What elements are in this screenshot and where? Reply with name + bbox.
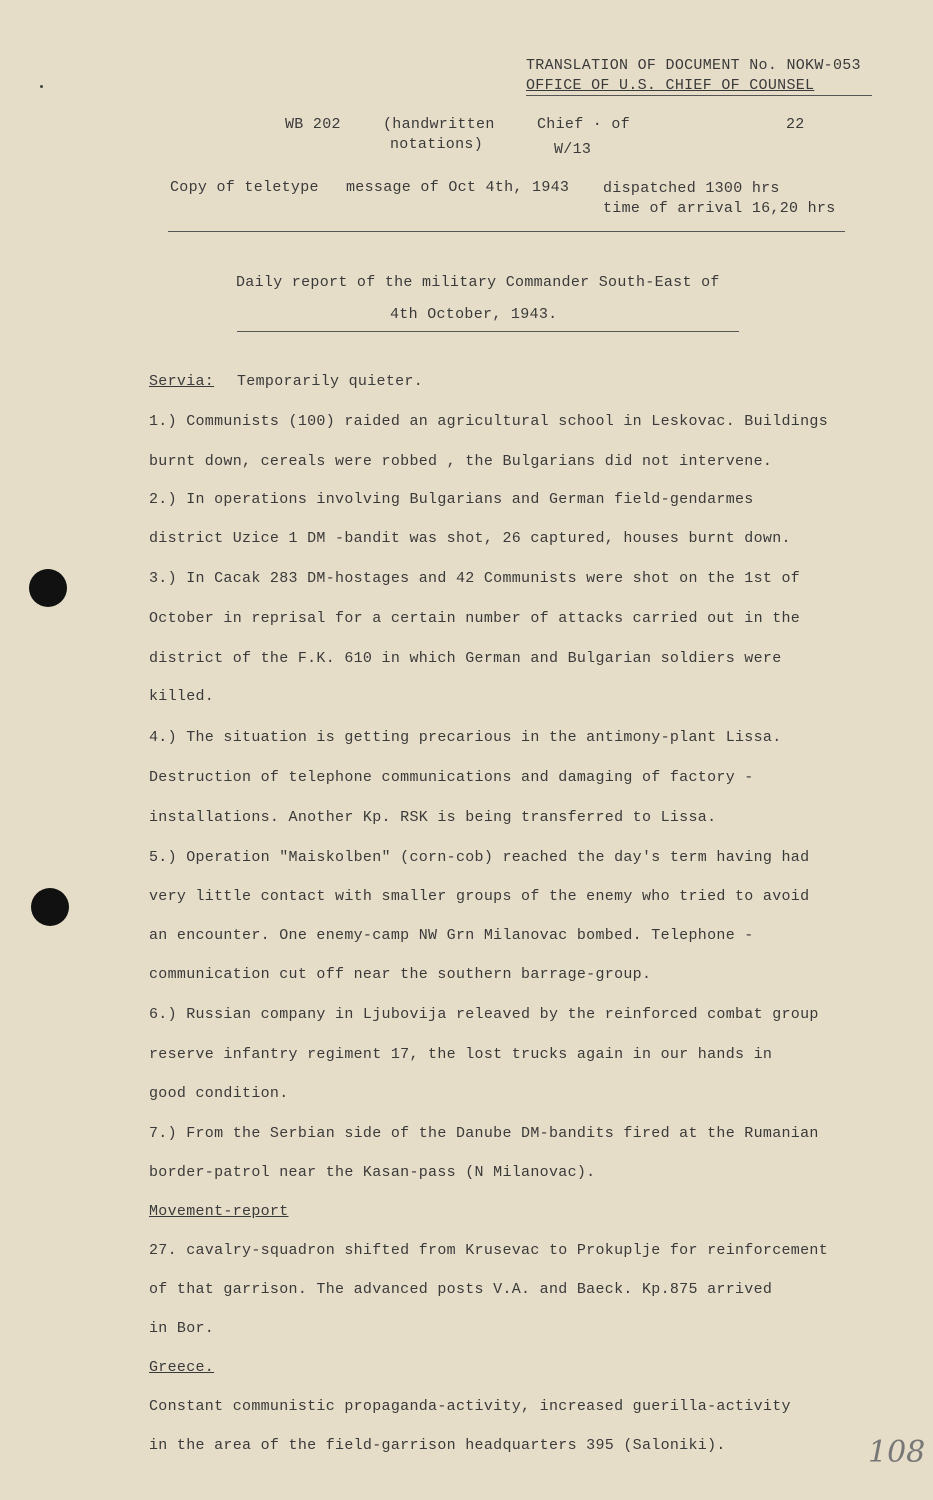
punch-hole-bottom: [31, 888, 69, 926]
item-5-line-2: very little contact with smaller groups of the enemy who tried to avoid: [149, 888, 810, 905]
item-6-line-1: 6.) Russian company in Ljubovija releaved by the reinforced combat group: [149, 1006, 819, 1023]
item-1-line-1: 1.) Communists (100) raided an agricultural school in Leskovac. Buildings: [149, 413, 829, 430]
header-line-1: TRANSLATION OF DOCUMENT No. NOKW-053: [526, 57, 861, 74]
chief-notation: Chief · of: [537, 116, 631, 133]
item-5-line-4: communication cut off near the southern barrage-group.: [149, 966, 652, 983]
punch-hole-top: [29, 569, 67, 607]
item-5-line-3: an encounter. One enemy-camp NW Grn Milanovac bombed. Telephone -: [149, 927, 754, 944]
item-7-line-1: 7.) From the Serbian side of the Danube DM-bandits fired at the Rumanian: [149, 1125, 819, 1142]
greece-line-2: in the area of the field-garrison headquarters 395 (Saloniki).: [149, 1437, 726, 1454]
item-6-line-3: good condition.: [149, 1085, 289, 1102]
item-2-line-1: 2.) In operations involving Bulgarians and German field-gendarmes: [149, 491, 754, 508]
movement-line-3: in Bor.: [149, 1320, 215, 1337]
header-underline: [526, 95, 872, 96]
item-1-line-2: burnt down, cereals were robbed , the Bulgarians did not intervene.: [149, 453, 773, 470]
wb-notation: WB 202: [285, 116, 341, 133]
speck-mark: [40, 85, 43, 88]
item-3-line-4: killed.: [149, 688, 215, 705]
handwritten-notation-2: notations): [390, 136, 484, 153]
item-3-line-1: 3.) In Cacak 283 DM-hostages and 42 Communists were shot on the 1st of: [149, 570, 801, 587]
item-4-line-2: Destruction of telephone communications and damaging of factory -: [149, 769, 754, 786]
item-4-line-1: 4.) The situation is getting precarious in the antimony-plant Lissa.: [149, 729, 782, 746]
movement-line-2: of that garrison. The advanced posts V.A. and Baeck. Kp.875 arrived: [149, 1281, 773, 1298]
title-underline: [237, 331, 739, 332]
report-title-line-2: 4th October, 1943.: [390, 306, 558, 323]
teletype-arrival: time of arrival 16,20 hrs: [603, 200, 836, 217]
handwritten-notation-1: (handwritten: [383, 116, 495, 133]
greece-line-1: Constant communistic propaganda-activity, increased guerilla-activity: [149, 1398, 791, 1415]
report-title-line-1: Daily report of the military Commander South-East of: [236, 274, 720, 291]
servia-summary: Temporarily quieter.: [237, 373, 424, 390]
w13-notation: W/13: [554, 141, 592, 158]
greece-heading: Greece.: [149, 1359, 215, 1376]
teletype-message: message of Oct 4th, 1943: [346, 179, 570, 196]
movement-heading: Movement-report: [149, 1203, 289, 1220]
item-4-line-3: installations. Another Kp. RSK is being transferred to Lissa.: [149, 809, 717, 826]
section-divider: [168, 231, 845, 232]
item-3-line-3: district of the F.K. 610 in which German and Bulgarian soldiers were: [149, 650, 782, 667]
number-notation: 22: [786, 116, 805, 133]
item-7-line-2: border-patrol near the Kasan-pass (N Milanovac).: [149, 1164, 596, 1181]
teletype-dispatched: dispatched 1300 hrs: [603, 180, 780, 197]
item-6-line-2: reserve infantry regiment 17, the lost trucks again in our hands in: [149, 1046, 773, 1063]
item-5-line-1: 5.) Operation "Maiskolben" (corn-cob) reached the day's term having had: [149, 849, 810, 866]
item-2-line-2: district Uzice 1 DM -bandit was shot, 26 captured, houses burnt down.: [149, 530, 791, 547]
teletype-copy: Copy of teletype: [170, 179, 319, 196]
servia-heading: Servia:: [149, 373, 215, 390]
item-3-line-2: October in reprisal for a certain number of attacks carried out in the: [149, 610, 801, 627]
header-line-2: OFFICE OF U.S. CHIEF OF COUNSEL: [526, 77, 815, 94]
page-number: 108: [868, 1435, 926, 1470]
movement-line-1: 27. cavalry-squadron shifted from Krusevac to Prokuplje for reinforcement: [149, 1242, 829, 1259]
